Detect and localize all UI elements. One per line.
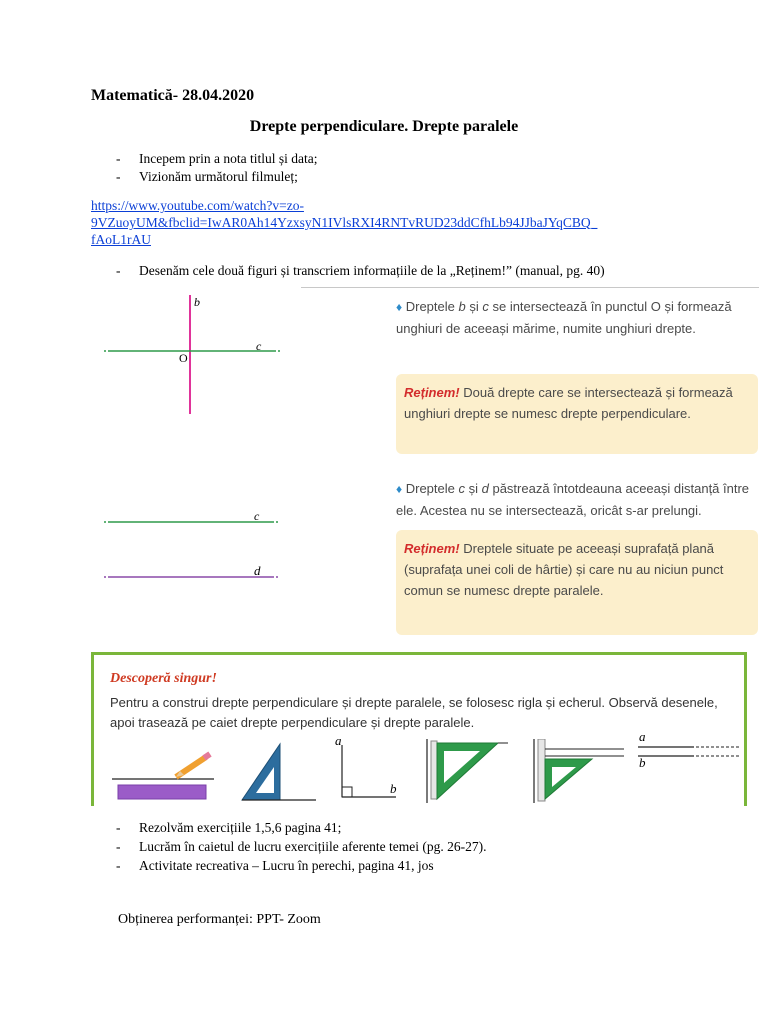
pencil-icon <box>176 754 210 777</box>
discover-title: Descoperă singur! <box>110 671 217 686</box>
set-square-blue-icon <box>242 744 316 800</box>
intro-item-text: Vizionăm următorul filmuleț; <box>139 169 298 184</box>
retinem-box-perpendicular <box>396 374 758 454</box>
ruler-icon <box>118 785 206 799</box>
diamond-icon: ♦ <box>396 482 403 496</box>
parallel-lines-ab-diagram <box>638 747 740 756</box>
parallel-description: ♦ Dreptele c și d păstrează întotdeauna aceeași distanță între ele. Acestea nu se intersectează, oricât s-ar prelungi. <box>396 481 750 518</box>
retinem-box-parallel <box>396 530 758 635</box>
intro-item-text: Incepem prin a nota titlul și data; <box>139 151 318 166</box>
retinem-label: Reținem! <box>404 541 460 556</box>
lesson-title: Drepte perpendiculare. Drepte paralele <box>249 118 519 135</box>
footer-note: Obținerea performanței: PPT- Zoom <box>118 912 321 927</box>
discover-section <box>91 652 747 806</box>
task-text: Rezolvăm exercițiile 1,5,6 pagina 41; <box>139 820 342 835</box>
label-a: a <box>639 729 646 744</box>
video-link[interactable] <box>91 197 691 248</box>
task-text: Lucrăm în caietul de lucru exercițiile aferente temei (pg. 26-27). <box>139 839 487 854</box>
right-angle-ab-diagram <box>342 745 396 797</box>
parallel-construction-icon <box>534 739 624 803</box>
label-a: a <box>335 733 342 748</box>
retinem-text: Două drepte care se intersectează și formează unghiuri drepte se numesc drepte perpendiculare. <box>404 385 733 421</box>
set-square-green-icon <box>427 739 508 803</box>
draw-instruction-text: Desenăm cele două figuri și transcriem informațiile de la „Reținem!” (manual, pg. 40) <box>139 263 605 278</box>
label-c: c <box>254 509 260 523</box>
diamond-icon: ♦ <box>396 300 403 314</box>
retinem-text: Dreptele situate pe aceeași suprafață plană (suprafața unei coli de hârtie) și care nu au niciun punct comun se numesc drepte paralele. <box>404 541 724 598</box>
label-b: b <box>639 755 646 770</box>
video-link-line[interactable]: fAoL1rAU <box>91 232 151 247</box>
perpendicular-description: ♦ Dreptele b și c se intersectează în punctul O și formează unghiuri de aceeași mărime, numite unghiuri drepte. <box>396 299 732 336</box>
tools-illustration <box>104 739 744 805</box>
label-d: d <box>254 563 261 578</box>
label-c: c <box>256 339 262 353</box>
task-text: Activitate recreativa – Lucru în perechi, pagina 41, jos <box>139 858 434 873</box>
textbook-excerpt <box>96 287 750 639</box>
video-link-line[interactable]: https://www.youtube.com/watch?v=zo- <box>91 198 304 213</box>
video-link-line[interactable]: 9VZuoyUM&fbclid=IwAR0Ah14YzxsyN1IVlsRXI4RNTvRUD23ddCfhLb94JJbaJYqCBQ_ <box>91 215 598 230</box>
discover-text: Pentru a construi drepte perpendiculare și drepte paralele, se folosesc rigla și echerul. Observă desenele, apoi trasează pe caiet drepte perpendiculare și drepte paralele. <box>110 695 718 730</box>
label-o: O <box>179 351 188 365</box>
figures-diagram <box>96 287 296 637</box>
label-b: b <box>390 781 397 796</box>
label-b: b <box>194 295 200 309</box>
date-title: Matematică- 28.04.2020 <box>91 87 255 104</box>
retinem-label: Reținem! <box>404 385 460 400</box>
top-divider <box>301 287 759 288</box>
